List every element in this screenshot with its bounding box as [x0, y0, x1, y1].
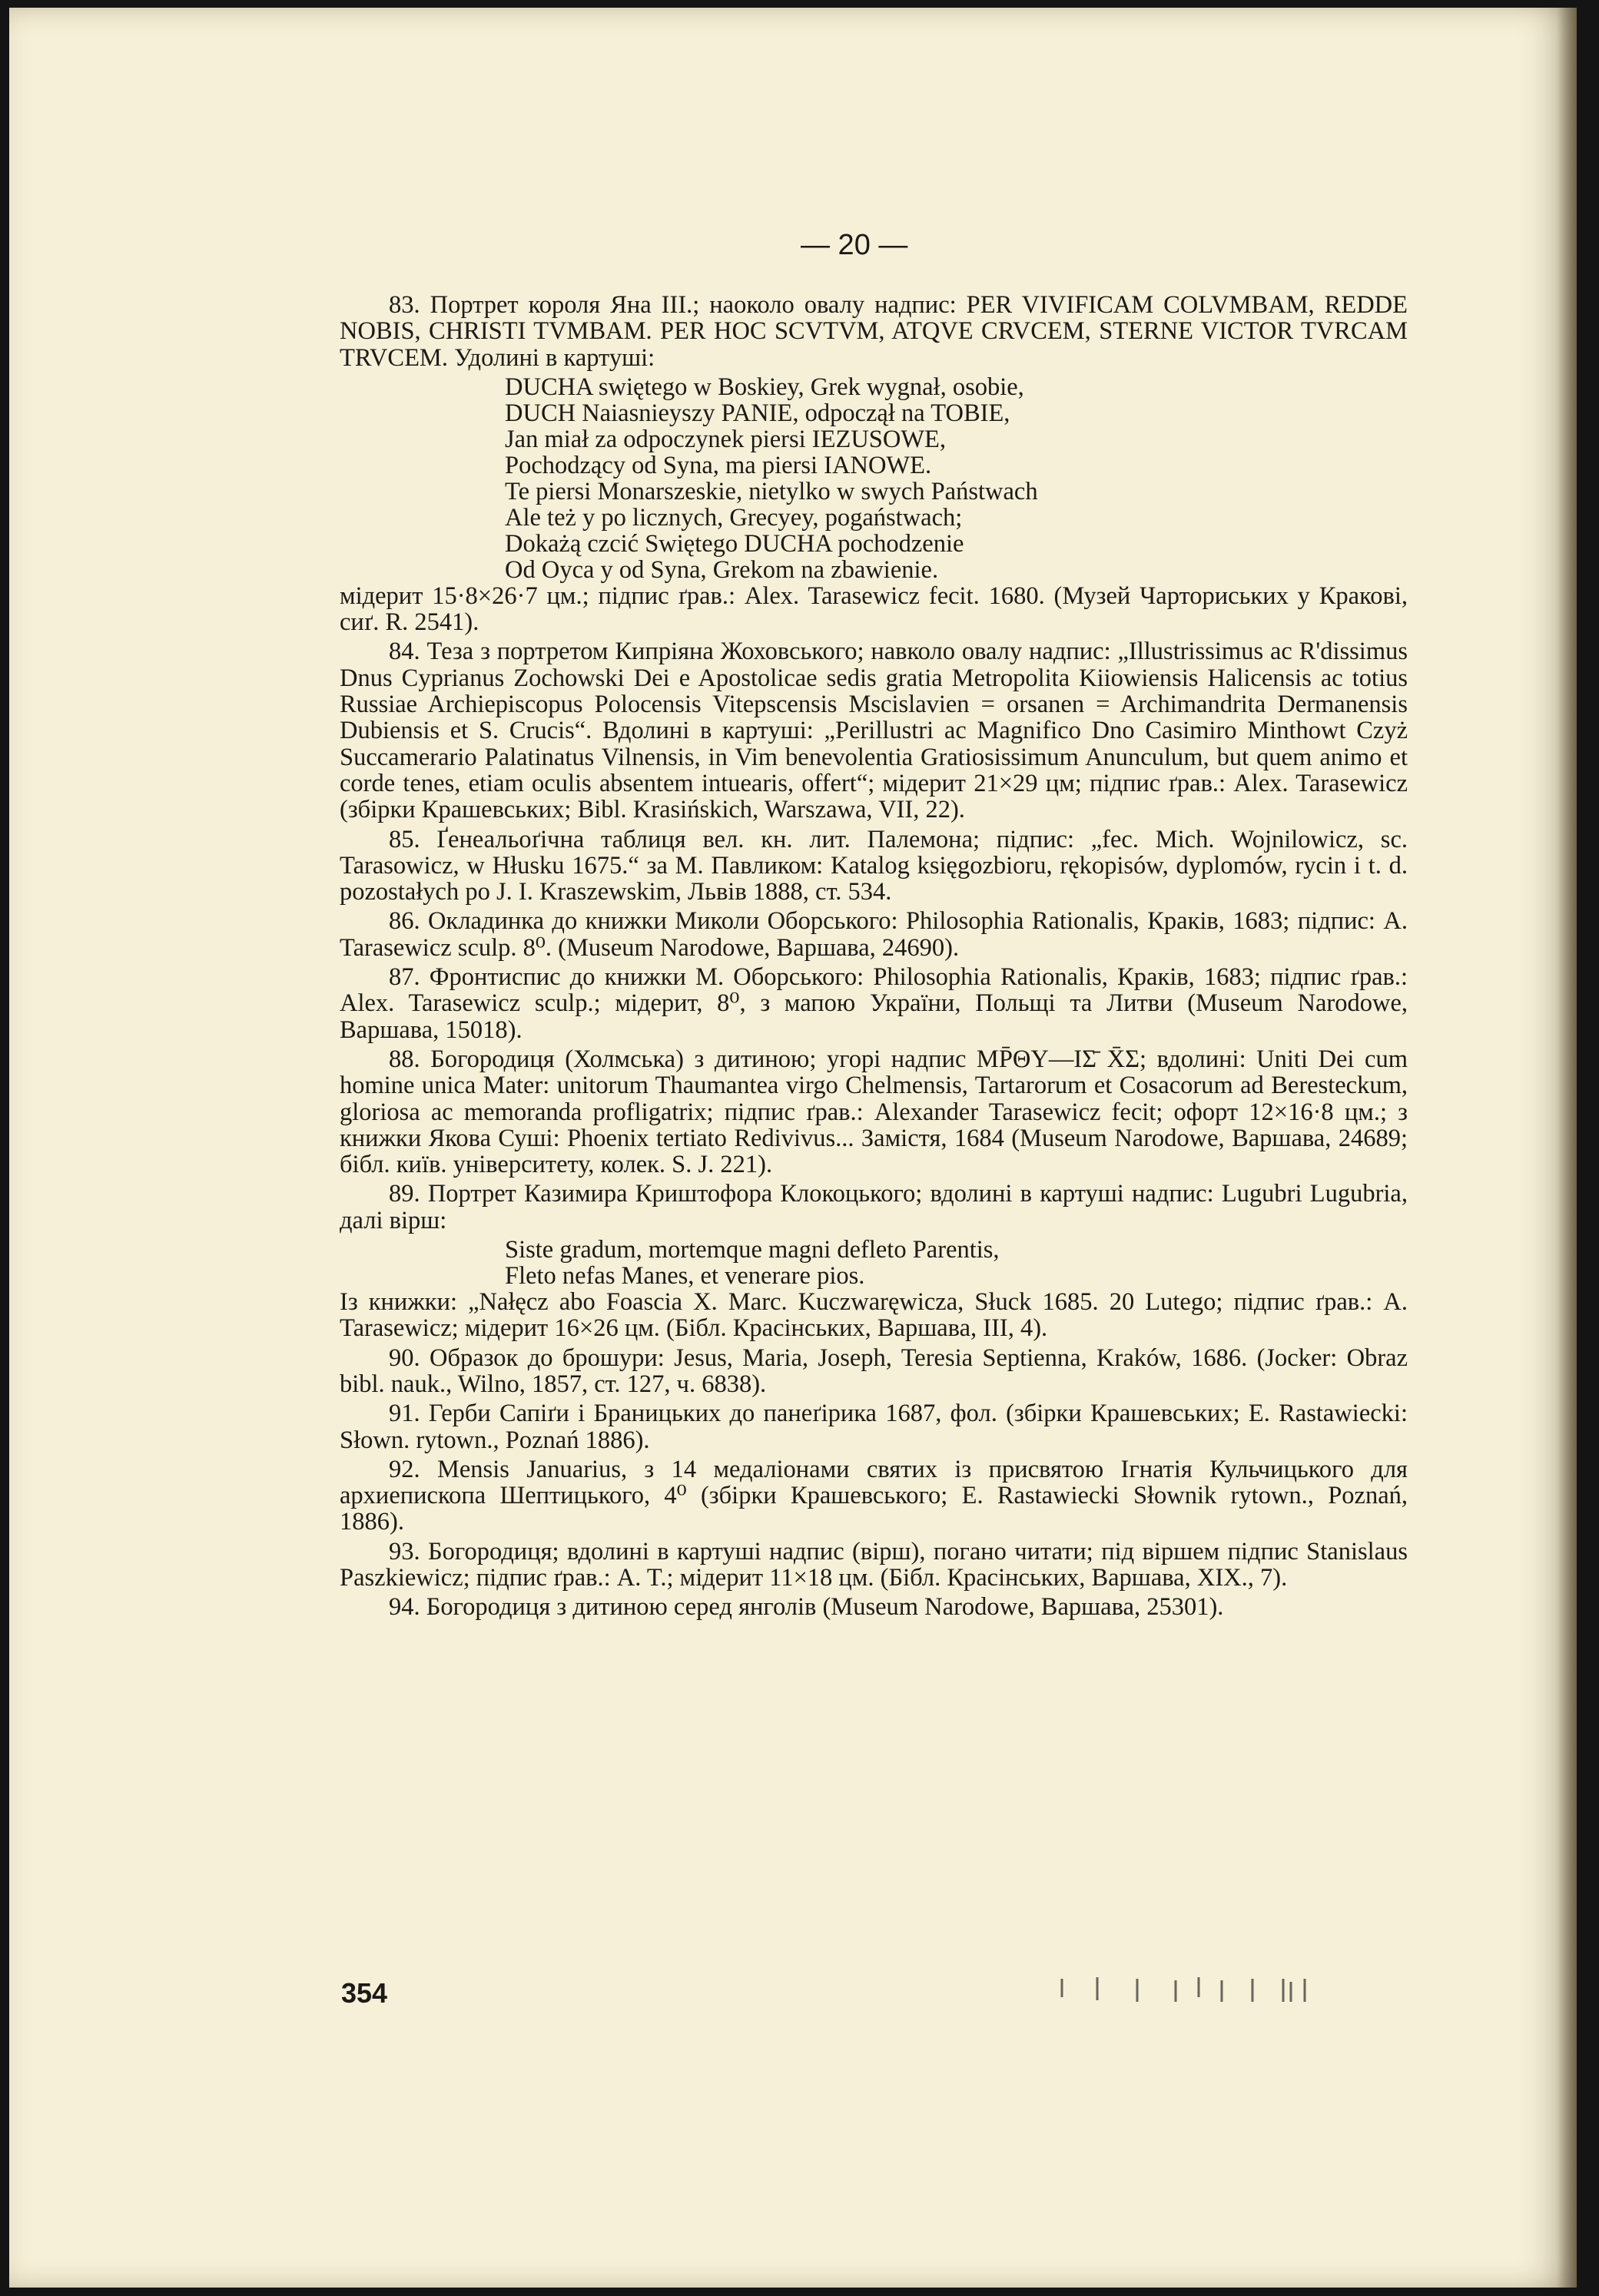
entry-89-verse [505, 1237, 1408, 1289]
entry-86: 86. Окладинка до книжки Миколи Оборського: Philosophia Rationalis, Краків, 1683; підпис: A. Tarasewicz sculp. 8⁰. (Museum Narodowe, Варшава, 24690). [340, 907, 1408, 962]
verse-line: Jan miał za odpoczynek piersi IEZUSOWE, [505, 425, 946, 453]
verse-line: Ale też y po licznych, Grecyey, pogaństwach; [505, 503, 963, 532]
entry-92: 92. Mensis Januarius, з 14 медаліонами святих із присвятою Ігнатія Кульчицького для архиепископа Шептицького, 4⁰ (збірки Крашевського; E. Rastawiecki Słownik rytown., Poznań, 1886). [340, 1455, 1408, 1536]
entry-87: 87. Фронтиспис до книжки М. Оборського: Philosophia Rationalis, Краків, 1683; підпис ґрав.: Alex. Tarasewicz sculp.; мідерит, 8⁰, з мапою України, Польщі та Литви (Museum Narodowe, Варшава, 15018). [340, 963, 1408, 1044]
verse-line: Fleto nefas Manes, et venerare pios. [505, 1262, 865, 1290]
page-edge-shadow [1557, 8, 1577, 2288]
entry-85: 85. Ґенеальоґічна таблиця вел. кн. лит. Палемона; підпис: „fec. Mich. Wojnilowicz, sc. Tarasowicz, w Hłusku 1675.“ за М. Павликом: Katalog księgozbioru, rękopisów, dyplomów, rycin i t. d. pozostałych po J. I. Kraszewskim, Львів 1888, ст. 534. [340, 825, 1408, 906]
verse-line: Pochodzący od Syna, ma piersi IANOWE. [505, 451, 932, 479]
verse-line: Dokażą czcić Swiętego DUCHA pochodzenie [505, 529, 964, 558]
verse-line: Od Oyca y od Syna, Grekom na zbawienie. [505, 555, 939, 584]
verse-line: Siste gradum, mortemque magni defleto Parentis, [505, 1236, 1000, 1264]
entry-88: 88. Богородиця (Холмська) з дитиною; угорі надпис MP̄ΘY—IΣ̄ X̄Σ; вдолині: Uniti Dei cum homine unica Mater: unitorum Thaumantea virgo Chelmensis, Tartarorum et Cosacorum ad Beresteckum, gloriosa ac memoranda profligatrix; підпис ґрав.: Alexander Tarasewicz fecit; офорт 12×16·8 цм.; з книжки Якова Суші: Phoenix tertiato Redivivus... Замістя, 1684 (Museum Narodowe, Варшава, 24689; бібл. київ. університету, колек. S. J. 221). [340, 1045, 1408, 1179]
verse-line: DUCHA swiętego w Boskiey, Grek wygnał, osobie, [505, 373, 1024, 401]
entry-89-intro: 89. Портрет Казимира Криштофора Клокоцького; вдолині в картуші надпис: Lugubri Lugubria, далі вірш: [340, 1180, 1408, 1234]
entry-90: 90. Образок до брошури: Jesus, Maria, Joseph, Teresia Septienna, Kraków, 1686. (Jocker: Obraz bibl. nauk., Wilno, 1857, ст. 127, ч. 6838). [340, 1343, 1408, 1398]
entry-93: 93. Богородиця; вдолині в картуші надпис (вірш), погано читати; під віршем підпис Stanislaus Paszkiewicz; підпис ґрав.: A. T.; мідерит 11×18 цм. (Бібл. Красінських, Варшава, XIX., 7). [340, 1537, 1408, 1592]
document-page [9, 8, 1577, 2288]
verse-line: Te piersi Monarszeskie, nietylko w swych Państwach [505, 477, 1038, 505]
footer-number: 354 [341, 1977, 388, 2009]
print-ruler-marks [1060, 1974, 1322, 2005]
entry-94: 94. Богородиця з дитиною серед янголів (Museum Narodowe, Варшава, 25301). [389, 1593, 1224, 1622]
page-number: — 20 — [801, 229, 908, 261]
entry-91: 91. Герби Сапіґи і Браницьких до панеґірика 1687, фол. (збірки Крашевських; E. Rastawiecki: Słown. rytown., Poznań 1886). [340, 1400, 1408, 1454]
entry-83-outro: мідерит 15·8×26·7 цм.; підпис ґрав.: Alex. Tarasewicz fecit. 1680. (Музей Чарториських у Кракові, сиґ. R. 2541). [340, 581, 1408, 637]
entry-83-verse [505, 374, 1408, 583]
catalog-text [340, 292, 1408, 1624]
entry-83-intro: 83. Портрет короля Яна III.; наоколо овалу надпис: PER VIVIFICAM COLVMBAM, REDDE NOBIS, CHRISTI TVMBAM. PER HOC SCVTVM, ATQVE CRVCEM, STERNE VICTOR TVRCAM TRVCEM. Удолині в картуші: [340, 291, 1408, 372]
entry-89-outro: Із книжки: „Nałęcz abo Foascia X. Marc. Kuczwaręwicza, Słuck 1685. 20 Lutego; підпис ґрав.: A. Tarasewicz; мідерит 16×26 цм. (Бібл. Красінських, Варшава, III, 4). [340, 1288, 1408, 1343]
entry-84: 84. Теза з портретом Кипріяна Жоховського; навколо овалу надпис: „Illustrissimus ac R'dissimus Dnus Cyprianus Zochowski Dei e Apostolicae sedis gratia Metropolita Kiiowiensis Halicensis ac totius Russiae Archiepiscopus Polocensis Vitepscensis Mscislavien = orsanen = Archimandrita Dermanensis Dubiensis et S. Crucis“. Вдолині в картуші: „Perillustri ac Magnifico Dno Casimiro Minthowt Czyż Succamerario Palatinatus Vilnensis, in Vim benevolentia Gratiosissimum Anunculum, but quem animo et corde tenes, etiam oculis absentem intuearis, offert“; мідерит 21×29 цм; підпис ґрав.: Alex. Tarasewicz (збірки Крашевських; Bibl. Krasińskich, Warszawa, VII, 22). [340, 638, 1408, 824]
verse-line: DUCH Naiasnieyszy PANIE, odpoczął na TOBIE, [505, 399, 1010, 427]
